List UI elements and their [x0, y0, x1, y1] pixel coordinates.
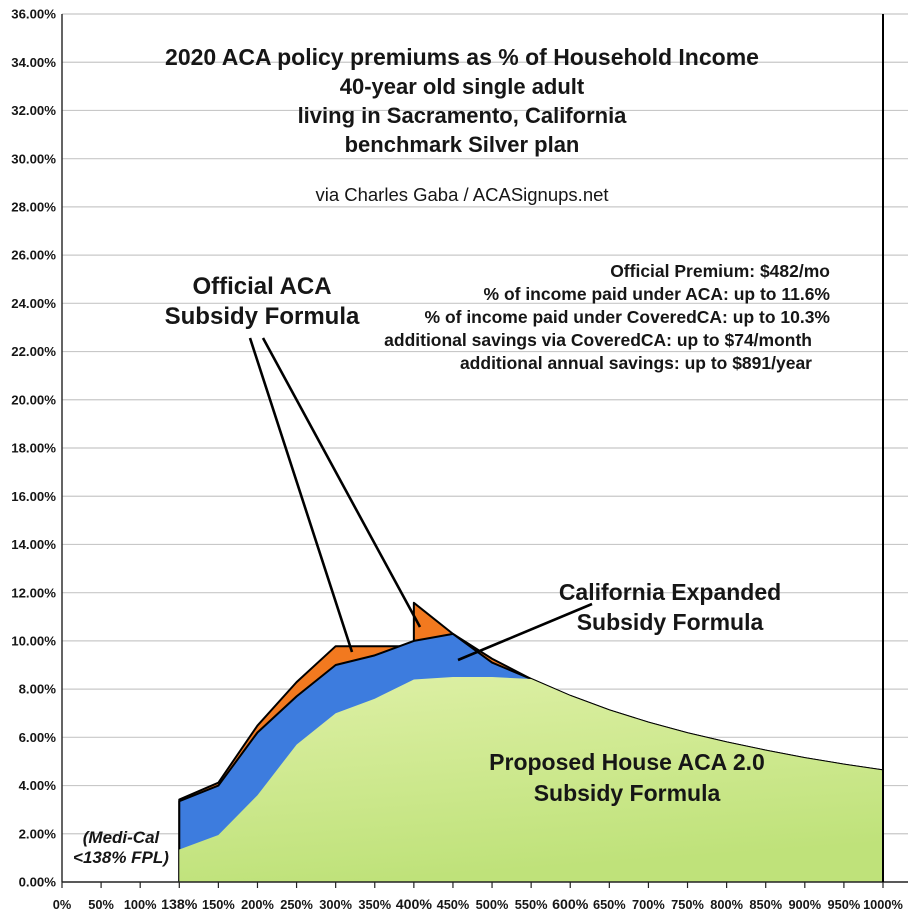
x-axis-tick-label: 950% — [827, 897, 861, 912]
official-aca-label-line2: Subsidy Formula — [164, 303, 360, 330]
y-axis-tick-label: 20.00% — [11, 392, 56, 408]
official-aca-pointer-line-left — [250, 338, 352, 652]
y-axis-tick-label: 30.00% — [11, 151, 56, 167]
x-axis-tick-label: 750% — [671, 897, 704, 912]
y-axis-tick-label: 18.00% — [11, 440, 56, 456]
y-axis-tick-label: 28.00% — [11, 199, 56, 215]
y-axis-tick-label: 8.00% — [18, 681, 56, 697]
x-axis-tick-label: 1000% — [863, 897, 903, 912]
x-axis-tick-label: 350% — [358, 897, 392, 912]
ca-expanded-label-line2: Subsidy Formula — [576, 609, 764, 635]
official-aca-pointer-line-right — [263, 338, 420, 627]
x-axis-tick-label: 150% — [202, 897, 235, 912]
annotation-annual-savings: additional annual savings: up to $891/year — [459, 353, 812, 373]
ca-expanded-callout — [458, 579, 781, 660]
annotation-aca-percent: % of income paid under ACA: up to 11.6% — [483, 284, 830, 304]
y-axis-tick-label: 22.00% — [11, 344, 56, 360]
x-axis-tick-label: 400% — [395, 897, 433, 913]
x-axis-tick-label: 50% — [88, 897, 114, 912]
y-axis-tick-label: 32.00% — [11, 103, 56, 119]
house-aca-label-line1: Proposed House ACA 2.0 — [489, 749, 765, 775]
medical-note — [73, 828, 169, 867]
y-axis-tick-label: 34.00% — [11, 54, 56, 70]
chart-subtitle-3: benchmark Silver plan — [344, 132, 580, 157]
area-series — [179, 603, 883, 882]
x-axis-tick-label: 600% — [552, 897, 589, 913]
x-axis-tick-label: 850% — [749, 897, 783, 912]
annotation-official-premium: Official Premium: $482/mo — [610, 261, 830, 281]
y-axis-tick-label: 4.00% — [18, 778, 56, 794]
x-axis-tick-label: 100% — [123, 897, 157, 912]
x-axis-tick-label: 138% — [161, 897, 198, 913]
x-axis-tick-label: 550% — [514, 897, 548, 912]
official-aca-label-line1: Official ACA — [192, 273, 332, 300]
chart-subtitle-2: living in Sacramento, California — [297, 103, 627, 128]
y-axis-tick-label: 6.00% — [18, 729, 56, 745]
ca-expanded-pointer-line — [458, 604, 592, 660]
x-axis-tick-label: 650% — [592, 897, 626, 912]
x-axis-tick-label: 500% — [475, 897, 509, 912]
y-axis-tick-label: 26.00% — [11, 247, 56, 263]
x-axis-tick-label: 700% — [632, 897, 665, 912]
annotation-monthly-savings: additional savings via CoveredCA: up to $74/month — [384, 330, 812, 350]
y-axis-tick-label: 14.00% — [11, 537, 56, 553]
y-axis-tick-label: 36.00% — [11, 6, 56, 22]
house-aca-label-line2: Subsidy Formula — [533, 780, 721, 806]
chart-credit: via Charles Gaba / ACASignups.net — [315, 184, 609, 205]
y-axis-tick-label: 0.00% — [18, 874, 56, 890]
medical-note-line2: <138% FPL) — [73, 848, 169, 867]
x-axis-labels — [53, 897, 904, 913]
x-axis-tick-label: 900% — [788, 897, 822, 912]
y-axis-tick-label: 2.00% — [18, 826, 56, 842]
official-aca-callout — [165, 273, 420, 652]
x-axis-tick-label: 800% — [710, 897, 743, 912]
annotation-coveredca-percent: % of income paid under CoveredCA: up to 10.3% — [424, 307, 830, 327]
x-axis-tick-label: 0% — [52, 897, 72, 912]
chart-title: 2020 ACA policy premiums as % of Household Income — [165, 44, 759, 70]
x-axis-tick-label: 450% — [436, 897, 470, 912]
y-axis-tick-label: 16.00% — [11, 488, 56, 504]
y-axis-tick-label: 12.00% — [11, 585, 56, 601]
chart-subtitle-1: 40-year old single adult — [339, 74, 585, 99]
title-block — [165, 44, 759, 205]
ca-expanded-label-line1: California Expanded — [558, 579, 782, 605]
medical-note-line1: (Medi-Cal — [82, 828, 160, 847]
x-axis-tick-label: 250% — [280, 897, 313, 912]
y-axis-tick-label: 24.00% — [11, 295, 56, 311]
y-axis-tick-label: 10.00% — [11, 633, 56, 649]
y-axis-labels — [11, 7, 56, 890]
annotation-block — [384, 261, 830, 373]
x-axis-tick-label: 200% — [241, 897, 274, 912]
x-axis-tick-label: 300% — [319, 897, 353, 912]
